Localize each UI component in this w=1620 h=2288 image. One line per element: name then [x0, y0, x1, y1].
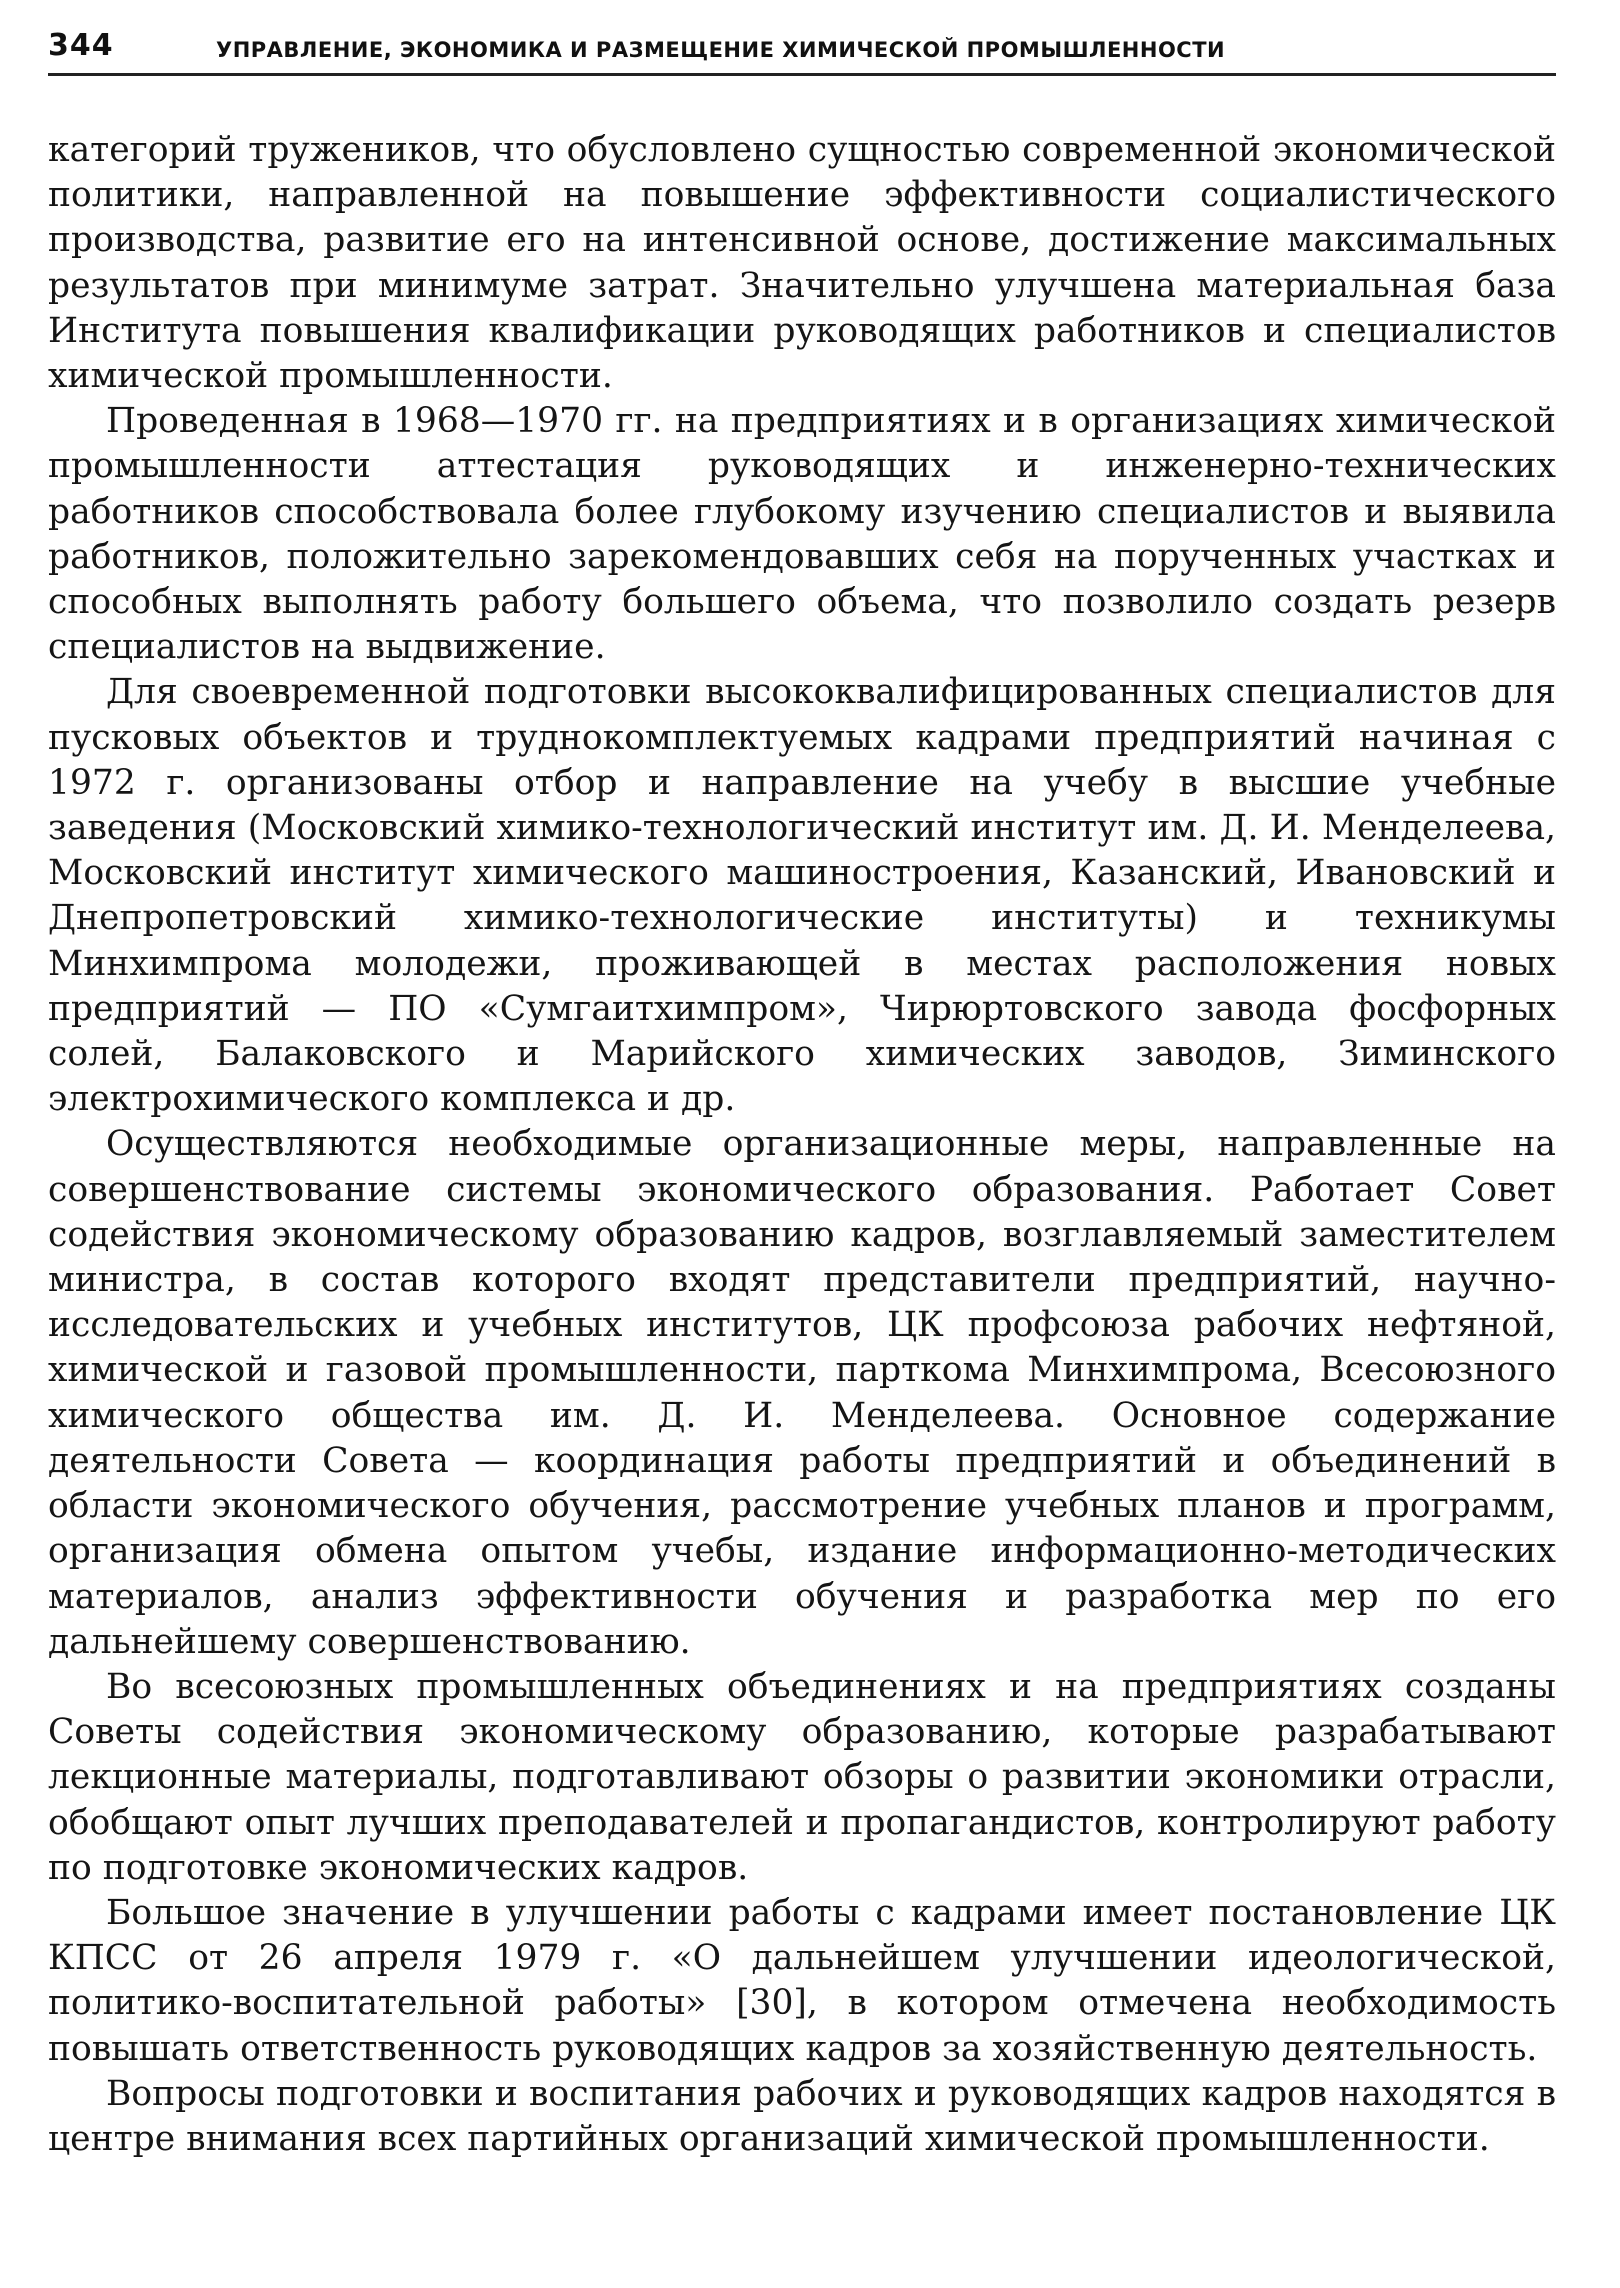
body-text: [48, 128, 1556, 2162]
paragraph-7: Вопросы подготовки и воспитания рабочих и руководящих кадров находятся в центре внимания всех партийных организаций химической промышленности.: [48, 2073, 1556, 2159]
paragraph-4: Осуществляются необходимые организационные меры, направленные на совершенствование системы экономического образования. Работает Совет содействия экономическому образованию кадров, возглавляемый заместителем министра, в состав которого входят представители предприятий, научно-исследовательских и учебных институтов, ЦК профсоюза рабочих нефтяной, химической и газовой промышленности, парткома Минхимпрома, Всесоюзного химического общества им. Д. И. Менделеева. Основное содержание деятельности Совета — координация работы предприятий и объединений в области экономического обучения, рассмотрение учебных планов и программ, организация обмена опытом учебы, издание информационно-методических материалов, анализ эффективности обучения и разработка мер по его дальнейшему совершенствованию.: [48, 1124, 1556, 1662]
page-number: 344: [48, 28, 114, 63]
running-head: [48, 26, 1556, 76]
paragraph-3: Для своевременной подготовки высококвалифицированных специалистов для пусковых объектов и труднокомплектуемых кадрами предприятий начиная с 1972 г. организованы отбор и направление на учебу в высшие учебные заведения (Московский химико-технологический институт им. Д. И. Менделеева, Московский институт химического машиностроения, Казанский, Ивановский и Днепропетровский химико-технологические институты) и техникумы Минхимпрома молодежи, проживающей в местах расположения новых предприятий — ПО «Сумгаитхимпром», Чирюртовского завода фосфорных солей, Балаковского и Марийского химических заводов, Зиминского электрохимического комплекса и др.: [48, 672, 1556, 1120]
paragraph-2: Проведенная в 1968—1970 гг. на предприятиях и в организациях химической промышленности аттестация руководящих и инженерно-технических работников способствовала более глубокому изучению специалистов и выявила работников, положительно зарекомендовавших себя на порученных участках и способных выполнять работу большего объема, что позволило создать резерв специалистов на выдвижение.: [48, 401, 1556, 668]
running-title: УПРАВЛЕНИЕ, ЭКОНОМИКА И РАЗМЕЩЕНИЕ ХИМИЧЕСКОЙ ПРОМЫШЛЕННОСТИ: [216, 38, 1226, 62]
paragraph-1: категорий тружеников, что обусловлено сущностью современной экономической политики, направленной на повышение эффективности социалистического производства, развитие его на интенсивной основе, достижение максимальных результатов при минимуме затрат. Значительно улучшена материальная база Института повышения квалификации руководящих работников и специалистов химической промышленности.: [48, 130, 1556, 397]
paragraph-5: Во всесоюзных промышленных объединениях и на предприятиях созданы Советы содействия экономическому образованию, которые разрабатывают лекционные материалы, подготавливают обзоры о развитии экономики отрасли, обобщают опыт лучших преподавателей и пропагандистов, контролируют работу по подготовке экономических кадров.: [48, 1666, 1556, 1888]
paragraph-6: Большое значение в улучшении работы с кадрами имеет постановление ЦК КПСС от 26 апреля 1979 г. «О дальнейшем улучшении идеологической, политико-воспитательной работы» [30], в котором отмечена необходимость повышать ответственность руководящих кадров за хозяйственную деятельность.: [48, 1892, 1556, 2069]
